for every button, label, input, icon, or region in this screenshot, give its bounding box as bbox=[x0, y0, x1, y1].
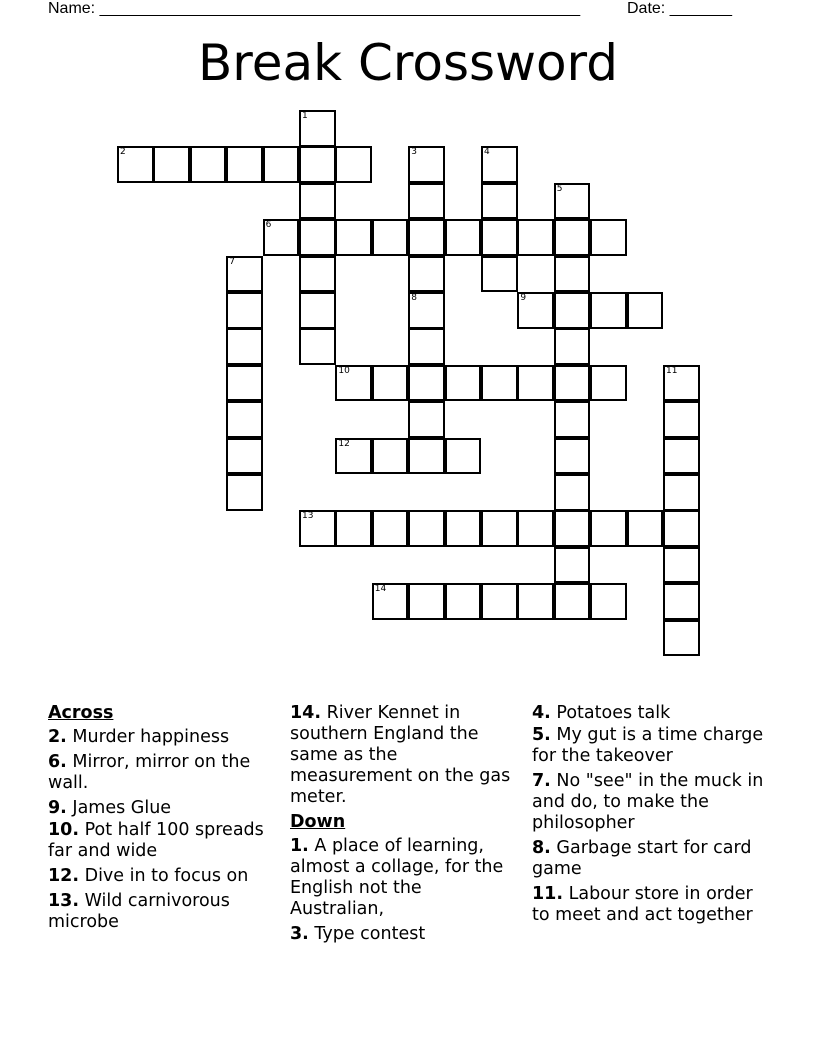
grid-cell[interactable] bbox=[481, 146, 518, 183]
grid-cell[interactable] bbox=[335, 146, 372, 183]
clue-number: 14. bbox=[290, 703, 322, 723]
clue-down-7 bbox=[532, 771, 768, 834]
clue-number: 12. bbox=[48, 866, 80, 886]
grid-cell[interactable] bbox=[481, 219, 518, 256]
cell-number: 8 bbox=[411, 293, 417, 303]
clue-text: Potatoes talk bbox=[556, 703, 671, 723]
grid-cell[interactable] bbox=[627, 292, 664, 329]
grid-cell[interactable] bbox=[663, 620, 700, 657]
clue-down-1 bbox=[290, 836, 518, 920]
clue-text: Dive in to focus on bbox=[84, 866, 249, 886]
grid-cell[interactable] bbox=[481, 183, 518, 220]
clue-down-11 bbox=[532, 884, 768, 926]
grid-cell[interactable] bbox=[663, 547, 700, 584]
clue-text: Type contest bbox=[314, 924, 426, 944]
grid-cell[interactable] bbox=[408, 583, 445, 620]
grid-cell[interactable] bbox=[153, 146, 190, 183]
cell-number: 1 bbox=[302, 111, 308, 121]
grid-cell[interactable] bbox=[299, 183, 336, 220]
grid-cell[interactable] bbox=[481, 583, 518, 620]
cell-number: 4 bbox=[484, 147, 490, 158]
grid-cell[interactable] bbox=[663, 474, 700, 511]
cell-number: 11 bbox=[666, 365, 678, 376]
clue-text: No "see" in the muck in and do, to make the philosopher bbox=[532, 771, 764, 833]
grid-cell[interactable] bbox=[226, 401, 263, 438]
cell-number: 6 bbox=[265, 220, 272, 231]
grid-cell[interactable] bbox=[445, 583, 482, 620]
grid-cell[interactable] bbox=[226, 365, 263, 402]
clue-text: James Glue bbox=[72, 798, 172, 818]
header bbox=[48, 0, 748, 22]
grid-cell[interactable] bbox=[517, 219, 554, 256]
grid-cell[interactable] bbox=[299, 146, 336, 183]
grid-cell[interactable] bbox=[590, 365, 627, 402]
grid-cell[interactable] bbox=[554, 547, 591, 584]
grid-cell[interactable] bbox=[335, 365, 372, 402]
clue-text: Garbage start for card game bbox=[532, 838, 752, 879]
grid-cell[interactable] bbox=[554, 219, 591, 256]
grid-cell[interactable] bbox=[663, 365, 700, 402]
grid-cell[interactable] bbox=[517, 583, 554, 620]
grid-cell[interactable] bbox=[408, 292, 445, 329]
clue-across-6 bbox=[48, 752, 276, 794]
grid-cell[interactable] bbox=[554, 438, 591, 475]
clue-number: 11. bbox=[532, 884, 564, 904]
cell-number: 7 bbox=[229, 256, 235, 267]
grid-cell[interactable] bbox=[226, 146, 263, 183]
clue-across-2 bbox=[48, 727, 276, 748]
cell-number: 3 bbox=[411, 147, 417, 158]
clue-text: Mirror, mirror on the wall. bbox=[48, 752, 251, 793]
cell-number: 12 bbox=[338, 438, 350, 449]
clue-number: 8. bbox=[532, 838, 551, 858]
grid-cell[interactable] bbox=[372, 438, 409, 475]
grid-cell[interactable] bbox=[554, 510, 591, 547]
clue-down-4 bbox=[532, 703, 768, 724]
grid-cell[interactable] bbox=[408, 510, 445, 547]
grid-cell[interactable] bbox=[590, 219, 627, 256]
clue-number: 6. bbox=[48, 752, 67, 772]
grid-cell[interactable] bbox=[335, 438, 372, 475]
grid-cell[interactable] bbox=[408, 365, 445, 402]
grid-cell[interactable] bbox=[372, 583, 409, 620]
clue-number: 5. bbox=[532, 725, 551, 745]
grid-cell[interactable] bbox=[554, 328, 591, 365]
clue-number: 13. bbox=[48, 891, 80, 911]
grid-cell[interactable] bbox=[590, 510, 627, 547]
grid-cell[interactable] bbox=[408, 401, 445, 438]
page-title: Break Crossword bbox=[198, 34, 618, 92]
grid-cell[interactable] bbox=[554, 183, 591, 220]
grid-cell[interactable] bbox=[335, 219, 372, 256]
grid-cell[interactable] bbox=[408, 183, 445, 220]
clues-column-1 bbox=[48, 703, 276, 937]
clue-down-5 bbox=[532, 725, 768, 767]
clue-across-14 bbox=[290, 703, 518, 808]
grid-cell[interactable] bbox=[481, 256, 518, 293]
grid-cell[interactable] bbox=[554, 474, 591, 511]
grid-cell[interactable] bbox=[263, 146, 300, 183]
grid-cell[interactable] bbox=[226, 328, 263, 365]
clue-text: Labour store in order to meet and act together bbox=[532, 884, 753, 925]
grid-cell[interactable] bbox=[299, 510, 336, 547]
grid-cell[interactable] bbox=[408, 219, 445, 256]
grid-cell[interactable] bbox=[445, 365, 482, 402]
clue-text: A place of learning, almost a collage, for the English not the Australian, bbox=[290, 836, 504, 919]
clue-down-8 bbox=[532, 838, 768, 880]
grid-cell[interactable] bbox=[590, 292, 627, 329]
cell-number: 10 bbox=[338, 365, 350, 376]
grid-cell[interactable] bbox=[663, 401, 700, 438]
grid-cell[interactable] bbox=[408, 328, 445, 365]
grid-cell[interactable] bbox=[481, 365, 518, 402]
grid-cell[interactable] bbox=[481, 510, 518, 547]
grid-cell[interactable] bbox=[226, 474, 263, 511]
grid-cell[interactable] bbox=[226, 292, 263, 329]
clue-text: My gut is a time charge for the takeover bbox=[532, 725, 764, 766]
across-heading: Across bbox=[48, 703, 114, 723]
grid-cell[interactable] bbox=[408, 438, 445, 475]
grid-cell[interactable] bbox=[372, 510, 409, 547]
grid-cell[interactable] bbox=[299, 328, 336, 365]
clue-number: 3. bbox=[290, 924, 309, 944]
grid-cell[interactable] bbox=[445, 438, 482, 475]
clue-number: 7. bbox=[532, 771, 551, 791]
grid-cell[interactable] bbox=[445, 510, 482, 547]
clue-text: Murder happiness bbox=[72, 727, 230, 747]
name-label: Name: ______________________________________________________ bbox=[48, 0, 581, 17]
grid-cell[interactable] bbox=[554, 292, 591, 329]
grid-cell[interactable] bbox=[663, 510, 700, 547]
grid-cell[interactable] bbox=[299, 110, 336, 147]
grid-cell[interactable] bbox=[263, 219, 300, 256]
clue-number: 4. bbox=[532, 703, 551, 723]
clue-across-9 bbox=[48, 798, 276, 819]
grid-cell[interactable] bbox=[445, 219, 482, 256]
grid-cell[interactable] bbox=[299, 219, 336, 256]
grid-cell[interactable] bbox=[663, 583, 700, 620]
grid-cell[interactable] bbox=[299, 256, 336, 293]
clue-number: 10. bbox=[48, 820, 80, 840]
cell-number: 2 bbox=[120, 147, 126, 158]
grid-cell[interactable] bbox=[408, 146, 445, 183]
grid-cell[interactable] bbox=[554, 401, 591, 438]
grid-cell[interactable] bbox=[554, 256, 591, 293]
grid-cell[interactable] bbox=[554, 365, 591, 402]
clues-column-2 bbox=[290, 703, 518, 949]
cell-number: 14 bbox=[374, 584, 387, 595]
grid-cell[interactable] bbox=[517, 510, 554, 547]
grid-cell[interactable] bbox=[226, 438, 263, 475]
grid-cell[interactable] bbox=[517, 292, 554, 329]
clue-across-10 bbox=[48, 820, 276, 862]
clue-number: 1. bbox=[290, 836, 309, 856]
grid-cell[interactable] bbox=[226, 256, 263, 293]
clue-text: Wild carnivorous microbe bbox=[48, 891, 230, 932]
grid-cell[interactable] bbox=[335, 510, 372, 547]
clue-text: River Kennet in southern England the same as the measurement on the gas meter. bbox=[290, 703, 511, 807]
clue-across-13 bbox=[48, 891, 276, 933]
clue-number: 9. bbox=[48, 798, 67, 818]
date-label: Date: _______ bbox=[627, 0, 732, 17]
grid-cell[interactable] bbox=[663, 438, 700, 475]
cell-number: 13 bbox=[302, 511, 314, 522]
clue-text: Pot half 100 spreads far and wide bbox=[48, 820, 264, 861]
grid-cell[interactable] bbox=[372, 365, 409, 402]
clue-number: 2. bbox=[48, 727, 67, 747]
grid-cell[interactable] bbox=[517, 365, 554, 402]
clue-across-12 bbox=[48, 866, 276, 887]
cell-number: 9 bbox=[520, 293, 527, 303]
grid-cell[interactable] bbox=[627, 510, 664, 547]
grid-cell[interactable] bbox=[190, 146, 227, 183]
grid-cell[interactable] bbox=[372, 219, 409, 256]
grid-cell[interactable] bbox=[554, 583, 591, 620]
grid-cell[interactable] bbox=[299, 292, 336, 329]
grid-cell[interactable] bbox=[117, 146, 154, 183]
clues-column-3 bbox=[532, 703, 768, 930]
cell-number: 5 bbox=[556, 183, 563, 194]
down-heading: Down bbox=[290, 812, 346, 832]
clue-down-3 bbox=[290, 924, 518, 945]
grid-cell[interactable] bbox=[408, 256, 445, 293]
grid-cell[interactable] bbox=[590, 583, 627, 620]
